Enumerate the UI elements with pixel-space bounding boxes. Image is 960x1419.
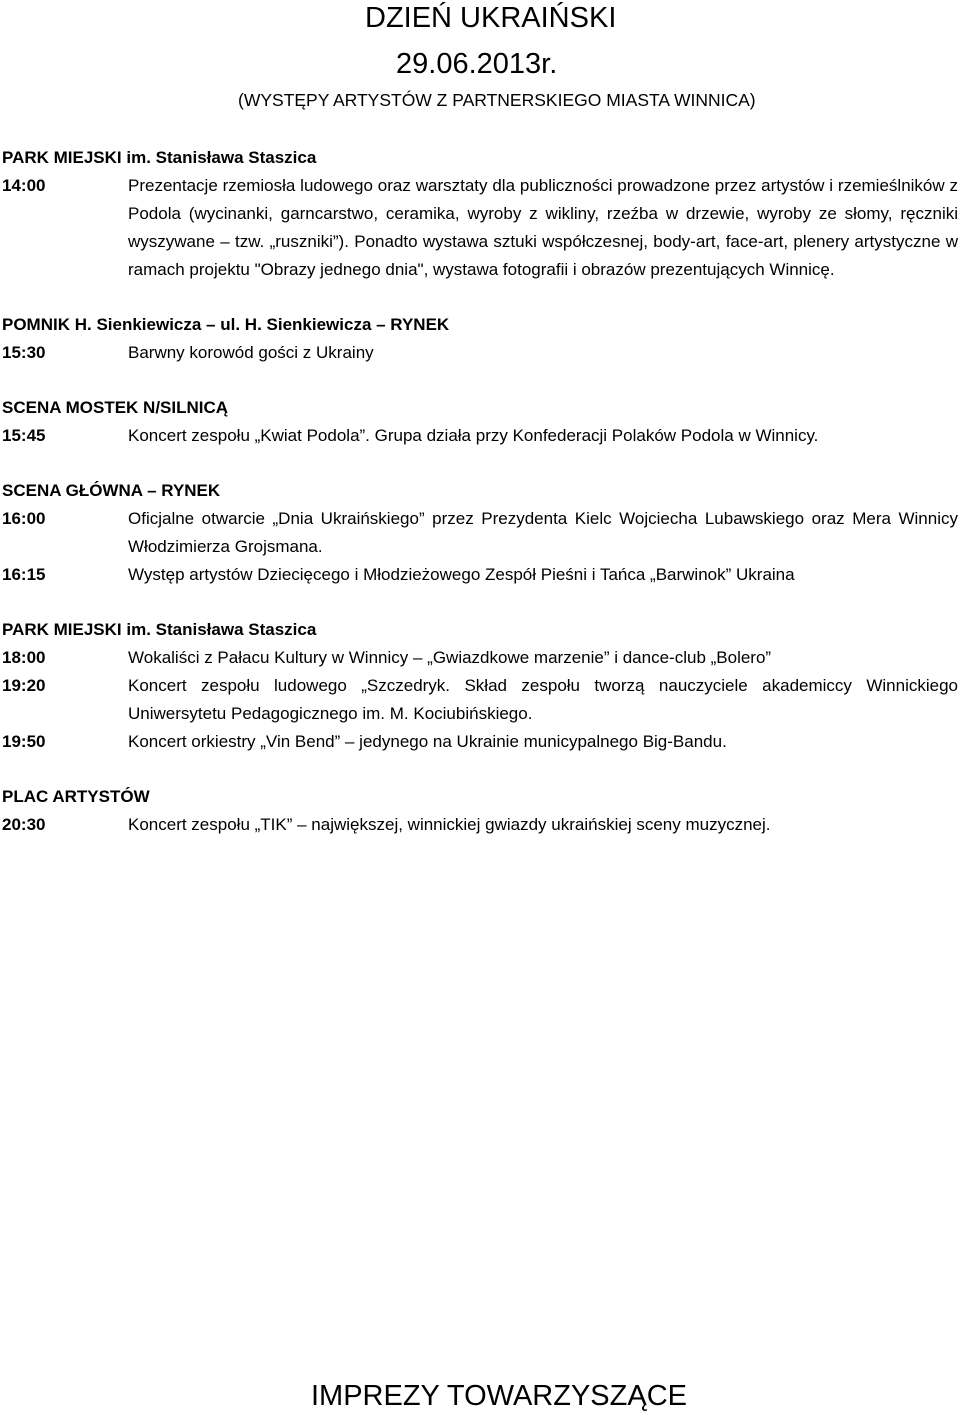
event-description: Wokaliści z Pałacu Kultury w Winnicy – „Gwiazdkowe marzenie” i dance-club „Bolero” [128,648,772,667]
schedule-row [2,561,958,589]
venue-heading: POMNIK H. Sienkiewicza – ul. H. Sienkiewicza – RYNEK [2,315,450,334]
event-time: 18:00 [2,648,46,667]
schedule-row [2,505,958,561]
page-subtitle: (WYSTĘPY ARTYSTÓW Z PARTNERSKIEGO MIASTA WINNICA) [238,90,756,110]
schedule-row [2,811,958,839]
schedule-row [2,644,958,672]
venue-heading: PARK MIEJSKI im. Stanisława Staszica [2,148,317,167]
venue-heading: SCENA MOSTEK N/SILNICĄ [2,398,229,417]
event-time: 15:45 [2,426,46,445]
event-date: 29.06.2013r. [396,48,558,80]
section-heading-side-events: IMPREZY TOWARZYSZĄCE [311,1380,687,1412]
event-time: 16:15 [2,565,46,584]
schedule-row [2,172,958,284]
event-description: Koncert zespołu ludowego „Szczedryk. Skład zespołu tworzą nauczyciele akademiccy Winnickiego Uniwersytetu Pedagogicznego im. M. Kociubińskiego. [128,676,958,723]
schedule-row [2,728,958,756]
event-time: 19:50 [2,732,46,751]
schedule-row [2,422,958,450]
event-time: 16:00 [2,509,46,528]
venue-heading: PARK MIEJSKI im. Stanisława Staszica [2,620,317,639]
event-description: Barwny korowód gości z Ukrainy [128,343,374,362]
schedule-row [2,672,958,728]
event-description: Koncert orkiestry „Vin Bend” – jedynego na Ukrainie municypalnego Big-Bandu. [128,732,727,751]
event-time: 14:00 [2,176,46,195]
schedule-row [2,339,958,367]
event-description: Koncert zespołu „TIK” – największej, winnickiej gwiazdy ukraińskiej sceny muzycznej. [128,815,771,834]
event-description: Występ artystów Dziecięcego i Młodzieżowego Zespół Pieśni i Tańca „Barwinok” Ukraina [128,565,795,584]
page-title: DZIEŃ UKRAIŃSKI [365,2,617,34]
event-time: 15:30 [2,343,46,362]
venue-heading: PLAC ARTYSTÓW [2,787,150,806]
event-time: 20:30 [2,815,46,834]
event-description: Oficjalne otwarcie „Dnia Ukraińskiego” przez Prezydenta Kielc Wojciecha Lubawskiego oraz Mera Winnicy Włodzimierza Grojsmana. [128,509,958,556]
program-schedule [2,144,958,839]
event-description: Koncert zespołu „Kwiat Podola”. Grupa działa przy Konfederacji Polaków Podola w Winnicy. [128,426,819,445]
event-description: Prezentacje rzemiosła ludowego oraz warsztaty dla publiczności prowadzone przez artystów i rzemieślników z Podola (wycinanki, garncarstwo, ceramika, wyroby z wikliny, rzeźba w drzewie, wyroby ze słomy, ręczniki wyszywane – tzw. „ruszniki”). Ponadto wystawa sztuki współczesnej, body-art, face-art, plenery artystyczne w ramach projektu "Obrazy jednego dnia", wystawa fotografii i obrazów prezentujących Winnicę. [128,176,958,279]
event-time: 19:20 [2,676,46,695]
venue-heading: SCENA GŁÓWNA – RYNEK [2,481,221,500]
